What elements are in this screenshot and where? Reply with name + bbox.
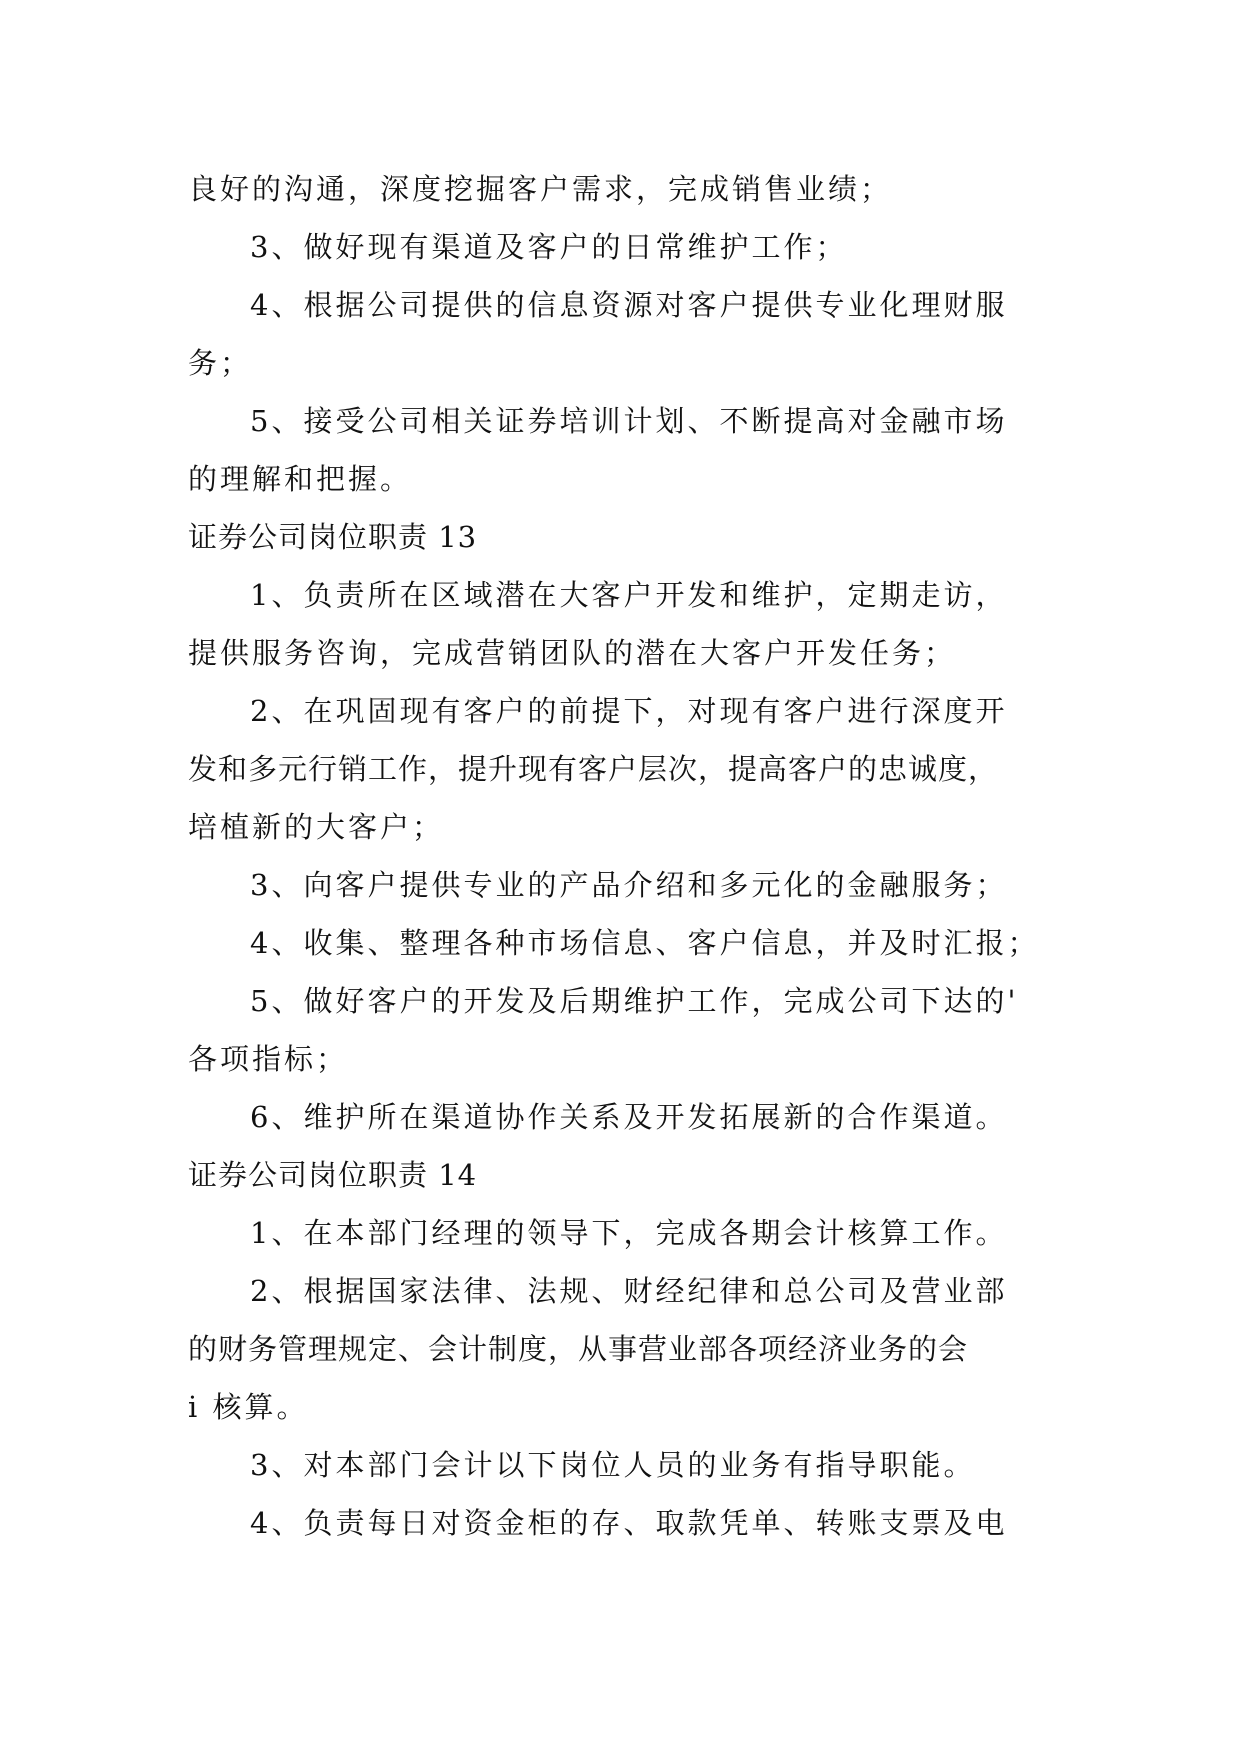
paragraph-line: 各项指标； [188,1042,349,1076]
section-heading: 证券公司岗位职责 14 [188,1158,478,1192]
list-item-line: 2、在巩固现有客户的前提下，对现有客户进行深度开 [250,694,1008,728]
list-item-line: 3、对本部门会计以下岗位人员的业务有指导职能。 [250,1448,976,1482]
paragraph-line: 发和多元行销工作，提升现有客户层次，提高客户的忠诚度， [188,752,999,786]
list-item-line: 4、负责每日对资金柜的存、取款凭单、转账支票及电 [250,1506,1008,1540]
section-heading: 证券公司岗位职责 13 [188,520,478,554]
list-item-line: 5、做好客户的开发及后期维护工作，完成公司下达的' [250,984,1019,1018]
paragraph-line: 良好的沟通，深度挖掘客户需求，完成销售业绩； [188,172,893,206]
paragraph-line: 培植新的大客户； [188,810,445,844]
list-item-line: 4、根据公司提供的信息资源对客户提供专业化理财服 [250,288,1008,322]
paragraph-line: i 核算。 [188,1390,309,1424]
list-item-line: 4、收集、整理各种市场信息、客户信息，并及时汇报； [250,926,1040,960]
list-item-line: 1、在本部门经理的领导下，完成各期会计核算工作。 [250,1216,1008,1250]
list-item-line: 5、接受公司相关证券培训计划、不断提高对金融市场 [250,404,1008,438]
list-item-line: 3、向客户提供专业的产品介绍和多元化的金融服务； [250,868,1008,902]
list-item-line: 1、负责所在区域潜在大客户开发和维护，定期走访， [250,578,1008,612]
paragraph-line: 提供服务咨询，完成营销团队的潜在大客户开发任务； [188,636,957,670]
paragraph-line: 的理解和把握。 [188,462,413,496]
paragraph-line: 务； [188,346,253,380]
document-body [188,160,1068,1552]
list-item-line: 3、做好现有渠道及客户的日常维护工作； [250,230,848,264]
list-item-line: 6、维护所在渠道协作关系及开发拓展新的合作渠道。 [250,1100,1008,1134]
paragraph-line: 的财务管理规定、会计制度，从事营业部各项经济业务的会 [188,1332,969,1366]
list-item-line: 2、根据国家法律、法规、财经纪律和总公司及营业部 [250,1274,1008,1308]
